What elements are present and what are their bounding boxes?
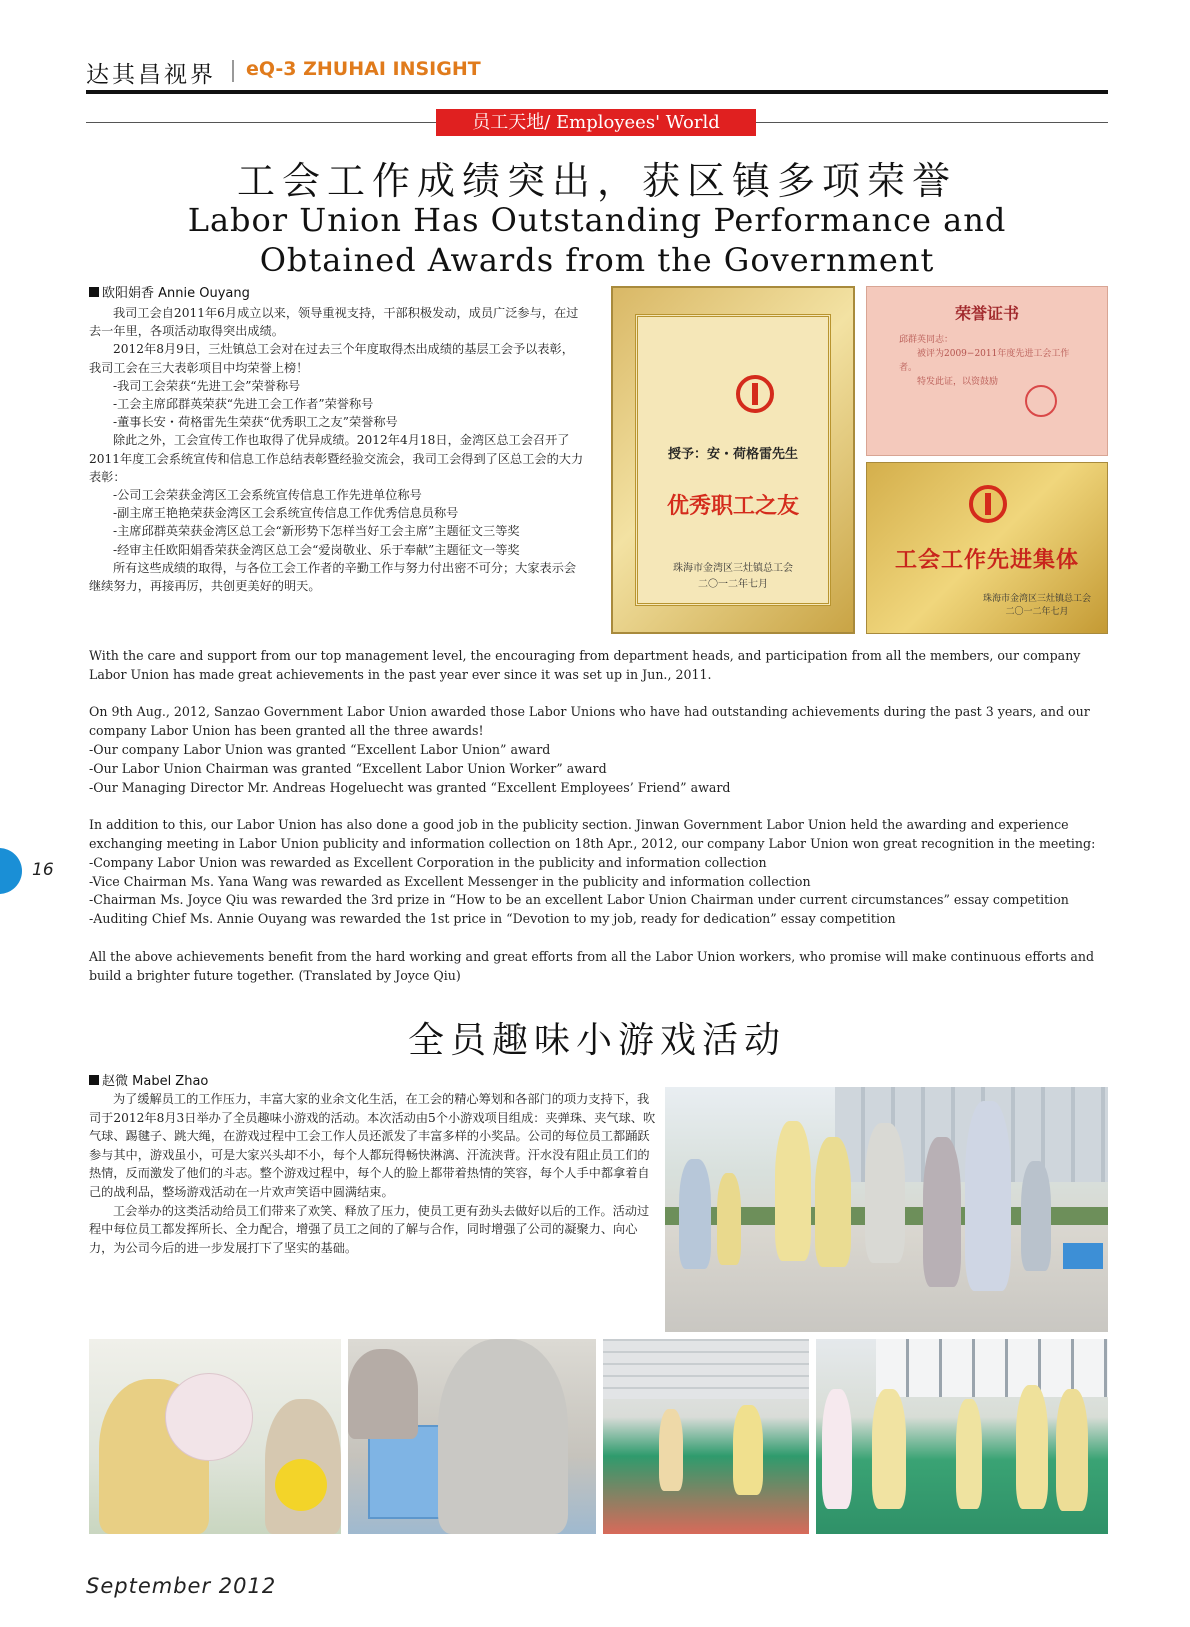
- marble-game-photo: [348, 1339, 596, 1534]
- white-balloon-shape: [165, 1373, 253, 1461]
- en-paragraph: In addition to this, our Labor Union has also done a good job in the publicity section. Jinwan Government Labor Union held the awarding and experience exchanging meeting in Labor Union publicity and information collection on 18th Apr., 2012, our company Labor Union won great recognition in the meeting: -Company Labor Union was rewarded as Excellent Corporation in the publicity and information collection -Vice Chairman Ms. Yana Wang was rewarded as Excellent Messenger in the publicity and information collection -Chairman Ms. Joyce Qiu was rewarded the 3rd prize in “How to be an excellent Labor Union Chairman under current circumstances” essay competition -Auditing Chief Ms. Annie Ouyang was rewarded the 1st price in “Devotion to my job, ready for dedication” essay competition: [89, 817, 1096, 927]
- plaque-panel: [635, 314, 831, 606]
- person-shape: [965, 1101, 1011, 1291]
- gold-plaque-date: 二〇一二年七月: [1005, 607, 1069, 617]
- jump-rope-photo: [665, 1087, 1108, 1332]
- person-shape: [923, 1137, 961, 1287]
- cn-paragraph: 工会举办的这类活动给员工们带来了欢笑、释放了压力，使员工更有劲头去做好以后的工作。活动过程中每位员工都发挥所长、全力配合，增强了员工之间的了解与合作，同时增强了公司的凝聚力、向心力，为公司今后的进一步发展打下了坚实的基础。: [89, 1203, 650, 1255]
- article1-cn-body: [89, 304, 585, 595]
- article2-author: 赵微 Mabel Zhao: [102, 1074, 209, 1089]
- issue-date: September 2012: [86, 1574, 277, 1598]
- person-shape: [822, 1389, 852, 1509]
- title-en-line1: Labor Union Has Outstanding Performance and: [187, 201, 1007, 239]
- union-emblem-icon: [969, 485, 1007, 523]
- person-shape: [659, 1409, 683, 1491]
- cn-paragraph: 除此之外，工会宣传工作也取得了优异成绩。2012年4月18日，金湾区总工会召开了2011年度工会系统宣传和信息工作总结表彰暨经验交流会，我司工会得到了区总工会的大力表彰：: [89, 433, 584, 484]
- certificate-salutation: 邱群英同志：: [899, 335, 954, 345]
- cn-list-item: -经审主任欧阳娟香荣获金湾区总工会“爱岗敬业、乐于奉献”主题征文一等奖: [113, 542, 520, 557]
- person-shape: [815, 1137, 851, 1267]
- blue-crate-shape: [1063, 1243, 1103, 1269]
- honor-certificate-photo: [866, 286, 1108, 456]
- plaque-issuer: [638, 561, 828, 593]
- certificate-title: 荣誉证书: [954, 304, 1019, 323]
- en-paragraph: All the above achievements benefit from the hard working and great efforts from all the Labor Union workers, who promise will make continuous efforts and build a brighter future together. (Translated by Joyce Qiu): [89, 948, 1095, 983]
- person-shape: [1016, 1385, 1048, 1509]
- cn-list-item: -董事长安・荷格雷先生荣获“优秀职工之友”荣誉称号: [113, 415, 398, 430]
- union-emblem-icon: [736, 375, 774, 413]
- cn-list-item: -副主席王艳艳荣获金湾区工会系统宣传信息工作优秀信息员称号: [113, 506, 459, 521]
- person-shape: [1021, 1161, 1051, 1271]
- page-marker-icon: [0, 848, 22, 894]
- cn-paragraph: 所有这些成绩的取得，与各位工会工作者的辛勤工作与努力付出密不可分；大家表示会继续努力，再接再厉，共创更美好的明天。: [89, 560, 577, 594]
- seal-icon: [1025, 385, 1057, 417]
- cn-paragraph: 2012年8月9日，三灶镇总工会对在过去三个年度取得杰出成绩的基层工会予以表彰，我司工会在三大表彰项目中均荣誉上榜！: [89, 342, 574, 375]
- brand-en: eQ-3 ZHUHAI INSIGHT: [246, 58, 481, 80]
- building-shape: [603, 1339, 809, 1399]
- yellow-balloon-shape: [275, 1459, 327, 1511]
- article1-title-en: [86, 200, 1108, 280]
- article1-en-body: [89, 647, 1109, 1004]
- gold-plaque-award: 工会工作先进集体: [894, 547, 1079, 573]
- article1-title-cn: 工会工作成绩突出，获区镇多项荣誉: [236, 159, 957, 203]
- jump-rope-team-photo: [816, 1339, 1108, 1534]
- article1-author: 欧阳娟香 Annie Ouyang: [102, 286, 250, 301]
- section-tag: 员工天地/ Employees' World: [436, 109, 756, 136]
- cn-paragraph: 我司工会自2011年6月成立以来，领导重视支持，干部积极发动，成员广泛参与，在过去一年里，各项活动取得突出成绩。: [89, 306, 579, 339]
- certificate-body: 被评为2009−2011年度先进工会工作者。: [899, 349, 1070, 373]
- article2-cn-body: [89, 1090, 657, 1257]
- person-shape: [865, 1123, 905, 1263]
- person-shape: [679, 1159, 711, 1269]
- cn-list-item: -主席邱群英荣获金湾区总工会“新形势下怎样当好工会主席”主题征文三等奖: [113, 524, 520, 539]
- award-plaque-photo: [611, 286, 855, 634]
- en-paragraph: With the care and support from our top management level, the encouraging from department heads, and participation from all the members, our company Labor Union has made great achievements in the past year ever since it was set up in Jun., 2011.: [89, 648, 1081, 682]
- certificate-closing: 特发此证，以资鼓励: [917, 377, 999, 387]
- brand-cn: 达其昌视界: [86, 62, 216, 88]
- shuttlecock-kicking-photo: [603, 1339, 809, 1534]
- certificate-text: [899, 333, 1079, 389]
- header-rule: [86, 90, 1108, 94]
- plaque-org: 珠海市金湾区三灶镇总工会: [673, 563, 793, 574]
- cn-list-item: -我司工会荣获“先进工会”荣誉称号: [113, 378, 301, 393]
- gold-plaque-photo: [866, 462, 1108, 634]
- en-paragraph: On 9th Aug., 2012, Sanzao Government Labor Union awarded those Labor Unions who have had outstanding achievements during the past 3 years, and our company Labor Union has been granted all the three awards! -Our company Labor Union was granted “Excellent Labor Union” award -Our Labor Union Chairman was granted “Excellent Labor Union Worker” award -Our Managing Director Mr. Andreas Hogeluecht was granted “Excellent Employees’ Friend” award: [89, 704, 1090, 795]
- person-shape: [348, 1349, 418, 1439]
- cn-paragraph: 为了缓解员工的工作压力，丰富大家的业余文化生活，在工会的精心筹划和各部门的项力支持下，我司于2012年8月3日举办了全员趣味小游戏的活动。本次活动由5个小游戏项目组成：夹弹珠、夹气球、吹气球、踢毽子、跳大绳，在游戏过程中工会工作人员还派发了丰富多样的小奖品。公司的每位员工都踊跃参与其中，游戏虽小，可是大家兴头却不小，每个人都玩得畅快淋漓、汗流浃背。汗水没有阻止员工们的热情，反而激发了他们的斗志。整个游戏过程中，每个人的脸上都带着热情的笑容，每个人手中都拿着自己的战利品，整场游戏活动在一片欢声笑语中圆满结束。: [89, 1092, 656, 1199]
- header-separator: [232, 60, 234, 82]
- article1-byline: [89, 282, 250, 301]
- person-shape: [717, 1173, 741, 1265]
- cn-list-item: -公司工会荣获金湾区工会系统宣传信息工作先进单位称号: [113, 488, 422, 503]
- plaque-date: 二〇一二年七月: [698, 579, 768, 590]
- plaque-award: 优秀职工之友: [666, 493, 799, 519]
- gold-plaque-issuer: [983, 593, 1091, 619]
- person-shape: [775, 1121, 811, 1261]
- person-shape: [1056, 1389, 1088, 1511]
- person-shape: [872, 1389, 906, 1509]
- person-shape: [733, 1405, 763, 1495]
- plaque-recipient: 授予：安・荷格雷先生: [667, 447, 798, 462]
- person-shape: [438, 1339, 568, 1534]
- square-bullet-icon: [89, 1075, 99, 1085]
- article2-byline: [89, 1070, 208, 1089]
- title-en-line2: Obtained Awards from the Government: [259, 241, 935, 279]
- gold-plaque-org: 珠海市金湾区三灶镇总工会: [982, 594, 1091, 604]
- page-number: 16: [32, 860, 54, 880]
- square-bullet-icon: [89, 287, 99, 297]
- article2-title: 全员趣味小游戏活动: [407, 1020, 786, 1061]
- cn-list-item: -工会主席邱群英荣获“先进工会工作者”荣誉称号: [113, 397, 374, 412]
- balloon-blowing-photo: [89, 1339, 341, 1534]
- person-shape: [956, 1399, 982, 1509]
